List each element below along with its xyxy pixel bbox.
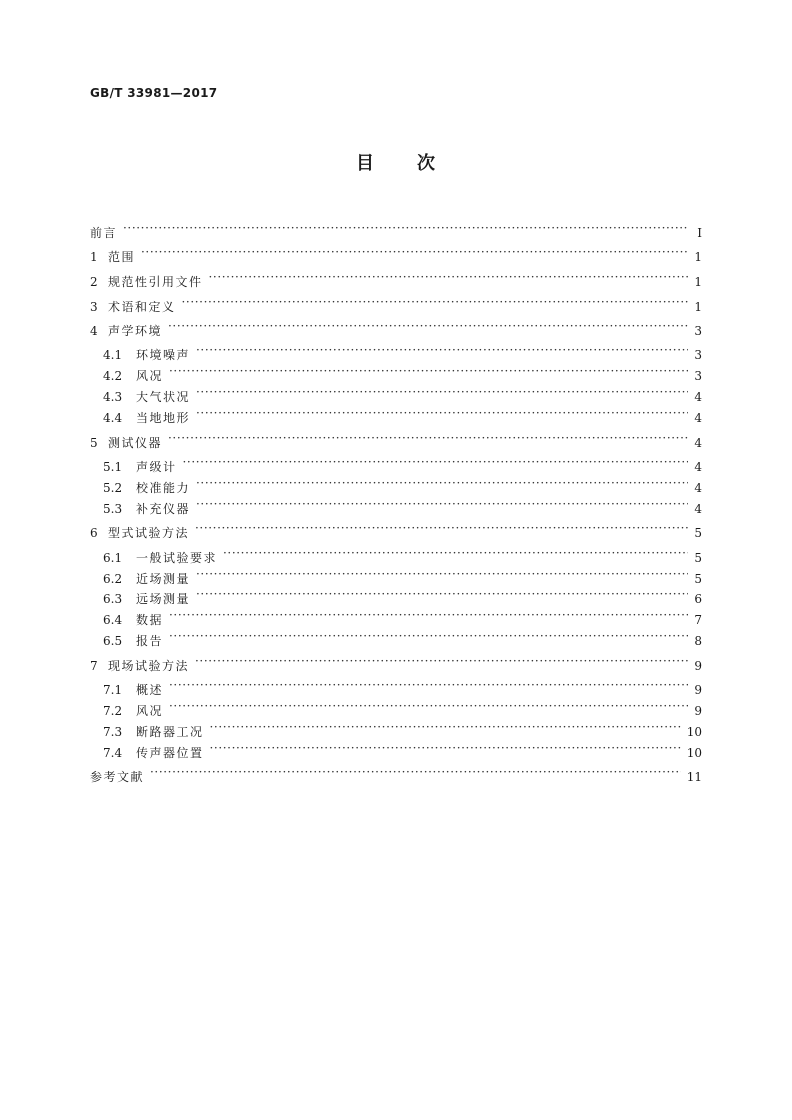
toc-entry-label: 补充仪器 xyxy=(136,502,191,516)
dot-leader xyxy=(210,739,681,757)
toc-entry-page-number: 1 xyxy=(694,250,702,264)
toc-entry-label: 测试仪器 xyxy=(108,436,163,450)
dot-leader xyxy=(150,763,681,781)
toc-entry-number: 4.3 xyxy=(103,390,123,404)
toc-entry-number: 7.3 xyxy=(103,725,123,739)
toc-entry[interactable] xyxy=(103,606,702,627)
toc-entry-page-number: 9 xyxy=(694,683,702,697)
toc-entry-page-number: 5 xyxy=(694,551,702,565)
toc-entry-page-number: 9 xyxy=(694,704,702,718)
dot-leader xyxy=(223,544,688,562)
toc-entry-page-number: 4 xyxy=(694,481,702,495)
toc-entry-label: 型式试验方法 xyxy=(108,526,190,540)
toc-title xyxy=(0,152,792,176)
toc-entry[interactable] xyxy=(90,317,702,338)
toc-entry[interactable] xyxy=(103,697,702,718)
toc-entry-page-number: 1 xyxy=(694,275,702,289)
dot-leader xyxy=(195,652,688,670)
toc-entry[interactable] xyxy=(90,293,702,314)
toc-entry-page-number: Ⅰ xyxy=(697,226,702,240)
toc-entry[interactable] xyxy=(103,627,702,648)
dot-leader xyxy=(168,317,688,335)
toc-entry-page-number: 10 xyxy=(686,746,702,760)
dot-leader xyxy=(196,404,688,422)
dot-leader xyxy=(196,565,688,583)
toc-entry-number: 4 xyxy=(90,324,98,338)
toc-entry-page-number: 3 xyxy=(694,369,702,383)
toc-entry-page-number: 10 xyxy=(686,725,702,739)
toc-entry-label: 术语和定义 xyxy=(108,300,176,314)
toc-entry[interactable] xyxy=(103,544,702,565)
dot-leader xyxy=(196,474,688,492)
toc-entry[interactable] xyxy=(103,565,702,586)
toc-entry-label: 风况 xyxy=(136,704,164,718)
toc-entry[interactable] xyxy=(103,495,702,516)
toc-entry-label: 声学环境 xyxy=(108,324,163,338)
toc-entry-label: 校准能力 xyxy=(136,481,191,495)
dot-leader xyxy=(169,676,688,694)
toc-entry[interactable] xyxy=(103,718,702,739)
toc-entry[interactable] xyxy=(90,268,702,289)
toc-entry-label: 声级计 xyxy=(136,460,177,474)
toc-entry-number: 4.4 xyxy=(103,411,123,425)
dot-leader xyxy=(141,243,688,261)
toc-entry-label: 参考文献 xyxy=(90,770,145,784)
dot-leader xyxy=(123,219,688,237)
toc-entry-number: 2 xyxy=(90,275,98,289)
toc-entry[interactable] xyxy=(103,362,702,383)
toc-entry-label: 大气状况 xyxy=(136,390,191,404)
toc-entry[interactable] xyxy=(90,219,702,240)
toc-entry-page-number: 4 xyxy=(694,436,702,450)
toc-entry-label: 报告 xyxy=(136,634,164,648)
toc-entry-number: 5.1 xyxy=(103,460,123,474)
toc-entry-page-number: 3 xyxy=(694,348,702,362)
toc-entry-label: 环境噪声 xyxy=(136,348,191,362)
toc-entry-page-number: 5 xyxy=(694,526,702,540)
toc-entry-number: 5.3 xyxy=(103,502,123,516)
toc-entry-number: 6.4 xyxy=(103,613,123,627)
toc-entry-number: 6 xyxy=(90,526,98,540)
dot-leader xyxy=(196,341,688,359)
toc-entry-page-number: 6 xyxy=(694,592,702,606)
toc-entry-page-number: 8 xyxy=(694,634,702,648)
toc-title-part2: 次 xyxy=(417,153,436,174)
toc-entry[interactable] xyxy=(90,652,702,673)
toc-entry-label: 前言 xyxy=(90,226,118,240)
toc-entry[interactable] xyxy=(103,739,702,760)
toc-entry-number: 5 xyxy=(90,436,98,450)
toc-entry[interactable] xyxy=(103,585,702,606)
dot-leader xyxy=(209,268,688,286)
dot-leader xyxy=(169,606,688,624)
toc-entry-number: 6.5 xyxy=(103,634,123,648)
toc-title-part1: 目 xyxy=(356,153,375,174)
toc-entry[interactable] xyxy=(90,429,702,450)
toc-entry-page-number: 1 xyxy=(694,300,702,314)
dot-leader xyxy=(168,429,688,447)
toc-entry-label: 远场测量 xyxy=(136,592,191,606)
toc-entry[interactable] xyxy=(103,341,702,362)
toc-entry-page-number: 4 xyxy=(694,460,702,474)
toc-entry-number: 5.2 xyxy=(103,481,123,495)
dot-leader xyxy=(169,697,688,715)
toc-entry-number: 7 xyxy=(90,659,98,673)
toc-entry-label: 一般试验要求 xyxy=(136,551,218,565)
toc-entry[interactable] xyxy=(103,474,702,495)
toc-entry-label: 范围 xyxy=(108,250,136,264)
toc-entry-number: 6.1 xyxy=(103,551,123,565)
toc-entry-number: 7.2 xyxy=(103,704,123,718)
toc-entry-page-number: 11 xyxy=(686,770,702,784)
dot-leader xyxy=(196,383,688,401)
dot-leader xyxy=(183,453,688,471)
toc-entry-number: 1 xyxy=(90,250,98,264)
dot-leader xyxy=(196,585,688,603)
toc-entry-page-number: 4 xyxy=(694,502,702,516)
toc-entry[interactable] xyxy=(103,404,702,425)
dot-leader xyxy=(210,718,681,736)
dot-leader xyxy=(182,293,688,311)
dot-leader xyxy=(169,627,688,645)
toc-entry-number: 3 xyxy=(90,300,98,314)
toc-entry-label: 现场试验方法 xyxy=(108,659,190,673)
toc-entry-page-number: 9 xyxy=(694,659,702,673)
toc-entry-label: 当地地形 xyxy=(136,411,191,425)
toc-entry-page-number: 4 xyxy=(694,411,702,425)
toc-entry[interactable] xyxy=(90,763,702,784)
toc-entry-label: 规范性引用文件 xyxy=(108,275,203,289)
toc-entry-number: 6.3 xyxy=(103,592,123,606)
toc-entry-number: 6.2 xyxy=(103,572,123,586)
toc-entry-page-number: 3 xyxy=(694,324,702,338)
dot-leader xyxy=(169,362,688,380)
toc-entry-number: 4.1 xyxy=(103,348,123,362)
toc-entry[interactable] xyxy=(103,676,702,697)
toc-entry-label: 风况 xyxy=(136,369,164,383)
toc-entry-label: 数据 xyxy=(136,613,164,627)
toc-entry-label: 近场测量 xyxy=(136,572,191,586)
toc-entry-label: 断路器工况 xyxy=(136,725,204,739)
toc-entry-number: 7.4 xyxy=(103,746,123,760)
standard-code: GB/T 33981—2017 xyxy=(90,86,218,100)
toc-entry[interactable] xyxy=(90,519,702,540)
toc-entry[interactable] xyxy=(90,243,702,264)
toc-entry-page-number: 7 xyxy=(694,613,702,627)
toc-entry-page-number: 4 xyxy=(694,390,702,404)
toc-entry-label: 概述 xyxy=(136,683,164,697)
toc-entry-number: 4.2 xyxy=(103,369,123,383)
toc-entry[interactable] xyxy=(103,383,702,404)
toc-entry-page-number: 5 xyxy=(694,572,702,586)
toc-entry[interactable] xyxy=(103,453,702,474)
dot-leader xyxy=(196,495,688,513)
dot-leader xyxy=(195,519,688,537)
toc-entry-label: 传声器位置 xyxy=(136,746,204,760)
toc-entry-number: 7.1 xyxy=(103,683,123,697)
